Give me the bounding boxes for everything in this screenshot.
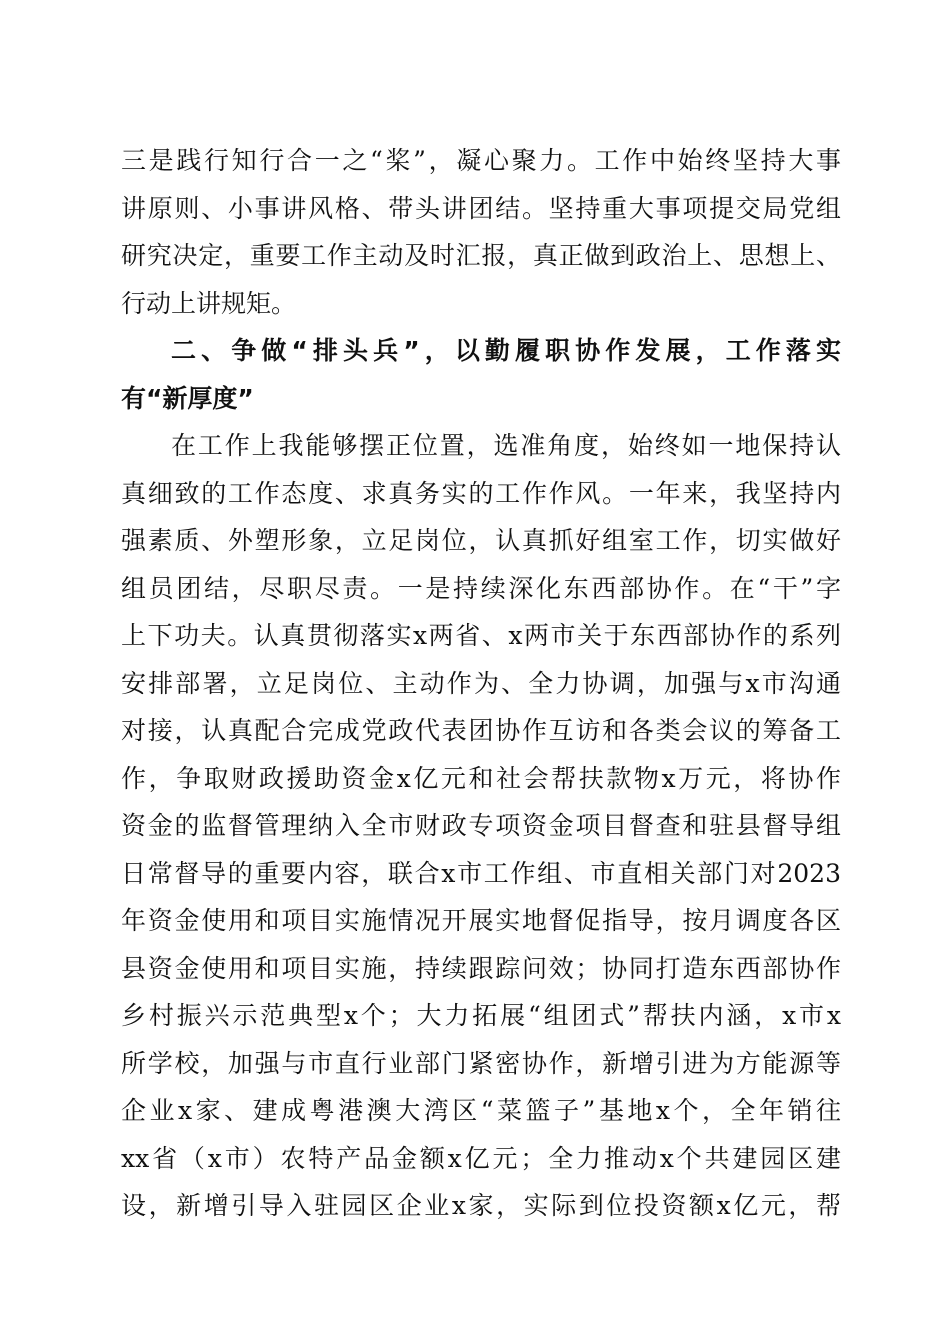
text-line: 行动上讲规矩。 bbox=[121, 288, 297, 318]
text-line: 研究决定，重要工作主动及时汇报，真正做到政治上、思想上、 bbox=[121, 241, 841, 270]
paragraph-practice-unity bbox=[121, 137, 841, 327]
section-heading bbox=[121, 327, 841, 422]
text-line: 企业x家、建成粤港澳大湾区“菜篮子”基地x个，全年销往 bbox=[121, 1096, 841, 1125]
text-line: 乡村振兴示范典型x个；大力拓展“组团式”帮扶内涵，x市x bbox=[121, 1001, 841, 1030]
text-line: 县资金使用和项目实施，持续跟踪问效；协同打造东西部协作 bbox=[121, 953, 841, 983]
heading-line: 二、争做“排头兵”，以勤履职协作发展，工作落实 bbox=[171, 336, 841, 365]
text-line: 组员团结，尽职尽责。一是持续深化东西部协作。在“干”字 bbox=[121, 573, 841, 603]
text-line: 资金的监督管理纳入全市财政专项资金项目督查和驻县督导组 bbox=[121, 811, 841, 840]
text-line: 强素质、外塑形象，立足岗位，认真抓好组室工作，切实做好 bbox=[121, 526, 841, 555]
text-line: 对接，认真配合完成党政代表团协作互访和各类会议的筹备工 bbox=[121, 716, 841, 745]
text-line: 作，争取财政援助资金x亿元和社会帮扶款物x万元，将协作 bbox=[121, 763, 841, 793]
text-line: 讲原则、小事讲风格、带头讲团结。坚持重大事项提交局党组 bbox=[121, 193, 841, 223]
text-line: 日常督导的重要内容，联合x市工作组、市直相关部门对2023 bbox=[121, 858, 841, 888]
text-line: 在工作上我能够摆正位置，选准角度，始终如一地保持认 bbox=[171, 431, 841, 460]
text-line: 上下功夫。认真贯彻落实x两省、x两市关于东西部协作的系列 bbox=[121, 621, 841, 650]
text-line: 设，新增引导入驻园区企业x家，实际到位投资额x亿元，帮 bbox=[121, 1191, 841, 1220]
text-line: 年资金使用和项目实施情况开展实地督促指导，按月调度各区 bbox=[121, 906, 841, 935]
text-line: 三是践行知行合一之“桨”，凝心聚力。工作中始终坚持大事 bbox=[121, 146, 841, 175]
heading-line: 有“新厚度” bbox=[121, 383, 254, 413]
document-body bbox=[121, 137, 841, 1230]
paragraph-work-performance bbox=[121, 422, 841, 1230]
text-line: 真细致的工作态度、求真务实的工作作风。一年来，我坚持内 bbox=[121, 478, 841, 508]
text-line: xx省（x市）农特产品金额x亿元；全力推动x个共建园区建 bbox=[121, 1143, 841, 1173]
text-line: 所学校，加强与市直行业部门紧密协作，新增引进为方能源等 bbox=[121, 1048, 841, 1078]
text-line: 安排部署，立足岗位、主动作为、全力协调，加强与x市沟通 bbox=[121, 668, 841, 698]
